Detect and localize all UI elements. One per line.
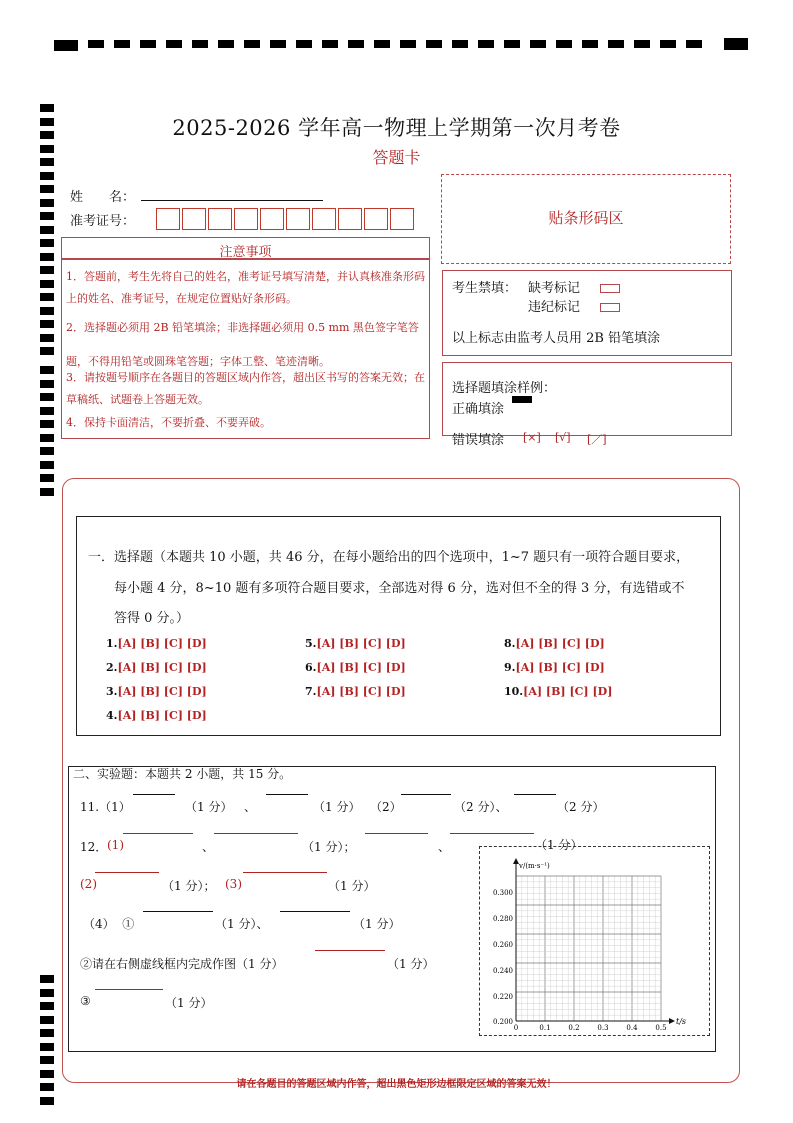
timing-mark <box>40 226 54 234</box>
timing-mark <box>40 280 54 288</box>
timing-mark <box>40 334 54 342</box>
q12-part-1: (1) <box>107 838 124 852</box>
y-tick-0240: 0.240 <box>492 967 513 975</box>
question-7[interactable]: 7.[A] [B] [C] [D] <box>305 685 406 698</box>
question-3[interactable]: 3.[A] [B] [C] [D] <box>106 685 207 698</box>
q12-part-3: (3) <box>225 877 242 891</box>
q12-number: 12． <box>80 840 108 854</box>
q12-blank-3[interactable] <box>365 833 428 834</box>
graph-grid <box>516 876 661 1021</box>
section1-heading-line1: 一．选择题（本题共 10 小题，共 46 分，在每小题给出的四个选项中，1~7 题只有一项符合题目要求， <box>88 550 690 565</box>
notice-title: 注意事项 <box>219 245 272 260</box>
timing-mark <box>40 989 54 997</box>
x-tick-01: 0.1 <box>539 1024 551 1032</box>
violation-text: 违纪标记 <box>528 300 581 315</box>
timing-mark <box>40 199 54 207</box>
timing-mark <box>40 461 54 469</box>
q11-sep: 、 <box>244 800 257 814</box>
timing-mark <box>40 172 54 180</box>
x-axis-arrow <box>669 1018 675 1024</box>
q12-blank-6[interactable] <box>243 872 327 873</box>
barcode-label: 贴条形码区 <box>548 209 624 227</box>
notice-item-2: 2．选择题必须用 2B 铅笔填涂；非选择题必须用 0.5 mm 黑色签字笔答题，不得用铅笔或圆珠笔答题；字体工整、笔迹清晰。 <box>66 321 419 368</box>
q11-part-2: （2） <box>370 800 402 814</box>
q12-blank-1[interactable] <box>123 833 193 834</box>
footer-warning: 请在各题目的答题区域内作答，超出黑色矩形边框限定区域的答案无效！ <box>236 1079 557 1090</box>
forbidden-label: 考生禁填： <box>452 281 518 296</box>
timing-mark <box>40 347 54 355</box>
y-tick-0260: 0.260 <box>492 941 513 949</box>
forbidden-instruction: 以上标志由监考人员用 2B 铅笔填涂 <box>452 331 661 346</box>
section1-heading-line3: 答得 0 分。） <box>114 611 190 626</box>
q12-part-2: (2) <box>80 877 97 891</box>
timing-mark <box>40 380 54 388</box>
notice-item-3: 3．请按题号顺序在各题目的答题区域内作答，超出区书写的答案无效；在草稿纸、试题卷上答题无效。 <box>66 371 425 406</box>
y-axis-label: v/(m·s⁻¹) <box>519 862 550 870</box>
q11-points-2: （1 分） <box>313 800 361 814</box>
q12-points-7: （1 分） <box>387 957 435 971</box>
wrong-mark-3: [／] <box>587 433 607 446</box>
notice-item-4: 4．保持卡面清洁，不要折叠、不要弄破。 <box>66 416 271 429</box>
id-label: 准考证号： <box>70 214 136 229</box>
y-tick-0280: 0.280 <box>492 915 513 923</box>
q12-blank-10[interactable] <box>95 989 163 990</box>
absent-mark-label <box>528 277 620 296</box>
absent-text: 缺考标记 <box>528 281 581 296</box>
q12-sep-1: 、 <box>202 840 215 854</box>
q11-blank-2[interactable] <box>266 794 308 795</box>
x-tick-02: 0.2 <box>568 1024 580 1032</box>
q12-blank-9[interactable] <box>315 950 385 951</box>
question-10[interactable]: 10.[A] [B] [C] [D] <box>504 685 613 698</box>
x-tick-04: 0.4 <box>626 1024 638 1032</box>
timing-mark <box>40 434 54 442</box>
timing-mark <box>40 239 54 247</box>
timing-mark <box>40 1029 54 1037</box>
q12-points-1: （1 分）； <box>302 840 356 854</box>
correct-fill-mark <box>512 396 532 403</box>
q11-points-4: （2 分） <box>557 800 605 814</box>
q12-points-6: （1 分） <box>353 917 401 931</box>
absent-mark-box[interactable] <box>600 284 620 293</box>
q11-points-3: （2 分）、 <box>454 800 508 814</box>
timing-mark <box>40 488 54 496</box>
timing-mark <box>40 1097 54 1105</box>
q12-points-4: （1 分） <box>328 879 376 893</box>
notice-item-1: 1．答题前，考生先将自己的姓名，准考证号填写清楚，并认真核准条形码上的姓名、准考证号，在规定位置贴好条形码。 <box>66 270 425 305</box>
question-6[interactable]: 6.[A] [B] [C] [D] <box>305 661 406 674</box>
q12-circ2: ②请在右侧虚线框内完成作图（1 分） <box>80 957 284 971</box>
question-4[interactable]: 4.[A] [B] [C] [D] <box>106 709 207 722</box>
q12-part-4: （4） ① <box>83 917 135 931</box>
question-2[interactable]: 2.[A] [B] [C] [D] <box>106 661 207 674</box>
q12-points-5: （1 分）、 <box>215 917 269 931</box>
timing-mark <box>40 420 54 428</box>
name-label: 姓 名： <box>70 190 136 205</box>
timing-mark <box>40 185 54 193</box>
x-axis-label: t/s <box>676 1017 687 1026</box>
q12-blank-4[interactable] <box>450 833 534 834</box>
sample-correct: 正确填涂 <box>452 402 505 417</box>
timing-mark <box>40 1056 54 1064</box>
q12-blank-5[interactable] <box>95 872 159 873</box>
y-tick-0300: 0.300 <box>492 889 513 897</box>
question-9[interactable]: 9.[A] [B] [C] [D] <box>504 661 605 674</box>
violation-mark-label <box>528 296 620 315</box>
q12-points-8: （1 分） <box>165 996 213 1010</box>
timing-mark <box>40 212 54 220</box>
q12-points-3: （1 分）； <box>162 879 216 893</box>
timing-mark <box>40 474 54 482</box>
x-tick-05: 0.5 <box>655 1024 667 1032</box>
timing-mark <box>40 407 54 415</box>
question-1[interactable]: 1.[A] [B] [C] [D] <box>106 637 207 650</box>
question-5[interactable]: 5.[A] [B] [C] [D] <box>305 637 406 650</box>
sample-title: 选择题填涂样例： <box>452 381 557 396</box>
page-title: 2025-2026 学年高一物理上学期第一次月考卷 <box>172 116 621 140</box>
q11-points-1: （1 分） <box>185 800 233 814</box>
timing-mark <box>40 975 54 983</box>
section1-heading-line2: 每小题 4 分，8~10 题有多项符合题目要求，全部选对得 6 分，选对但不全的得 3 分，有选错或不 <box>114 581 685 596</box>
timing-mark <box>40 266 54 274</box>
timing-mark <box>40 1002 54 1010</box>
q11-blank-4[interactable] <box>514 794 556 795</box>
violation-mark-box[interactable] <box>600 303 620 312</box>
section2-heading: 二、实验题：本题共 2 小题，共 15 分。 <box>73 767 292 781</box>
q11-blank-3[interactable] <box>401 794 451 795</box>
timing-mark <box>40 366 54 374</box>
q11-number: 11.（1） <box>80 800 131 814</box>
q12-circ3: ③ <box>80 994 91 1008</box>
q12-sep-2: 、 <box>438 840 451 854</box>
y-tick-0220: 0.220 <box>492 993 513 1001</box>
timing-mark <box>40 320 54 328</box>
y-tick-0200: 0.200 <box>492 1018 513 1026</box>
timing-mark <box>40 1043 54 1051</box>
q12-blank-7[interactable] <box>143 911 213 912</box>
vt-graph <box>479 846 710 1036</box>
x-tick-0: 0 <box>513 1024 519 1032</box>
q11-blank-1[interactable] <box>133 794 175 795</box>
name-field[interactable] <box>141 200 323 201</box>
wrong-mark-2: [√] <box>555 431 571 444</box>
wrong-mark-1: [×] <box>523 431 541 444</box>
x-tick-03: 0.3 <box>597 1024 609 1032</box>
sample-wrong: 错误填涂 <box>452 433 505 448</box>
q12-blank-8[interactable] <box>280 911 350 912</box>
timing-mark <box>40 307 54 315</box>
question-8[interactable]: 8.[A] [B] [C] [D] <box>504 637 605 650</box>
q12-points-2: （1 分） <box>535 838 583 852</box>
page-subtitle: 答题卡 <box>372 148 421 167</box>
timing-mark <box>40 1016 54 1024</box>
q12-blank-2[interactable] <box>214 833 298 834</box>
timing-mark <box>40 393 54 401</box>
timing-mark <box>40 253 54 261</box>
timing-mark <box>40 293 54 301</box>
timing-mark <box>40 447 54 455</box>
timing-mark <box>40 104 54 112</box>
